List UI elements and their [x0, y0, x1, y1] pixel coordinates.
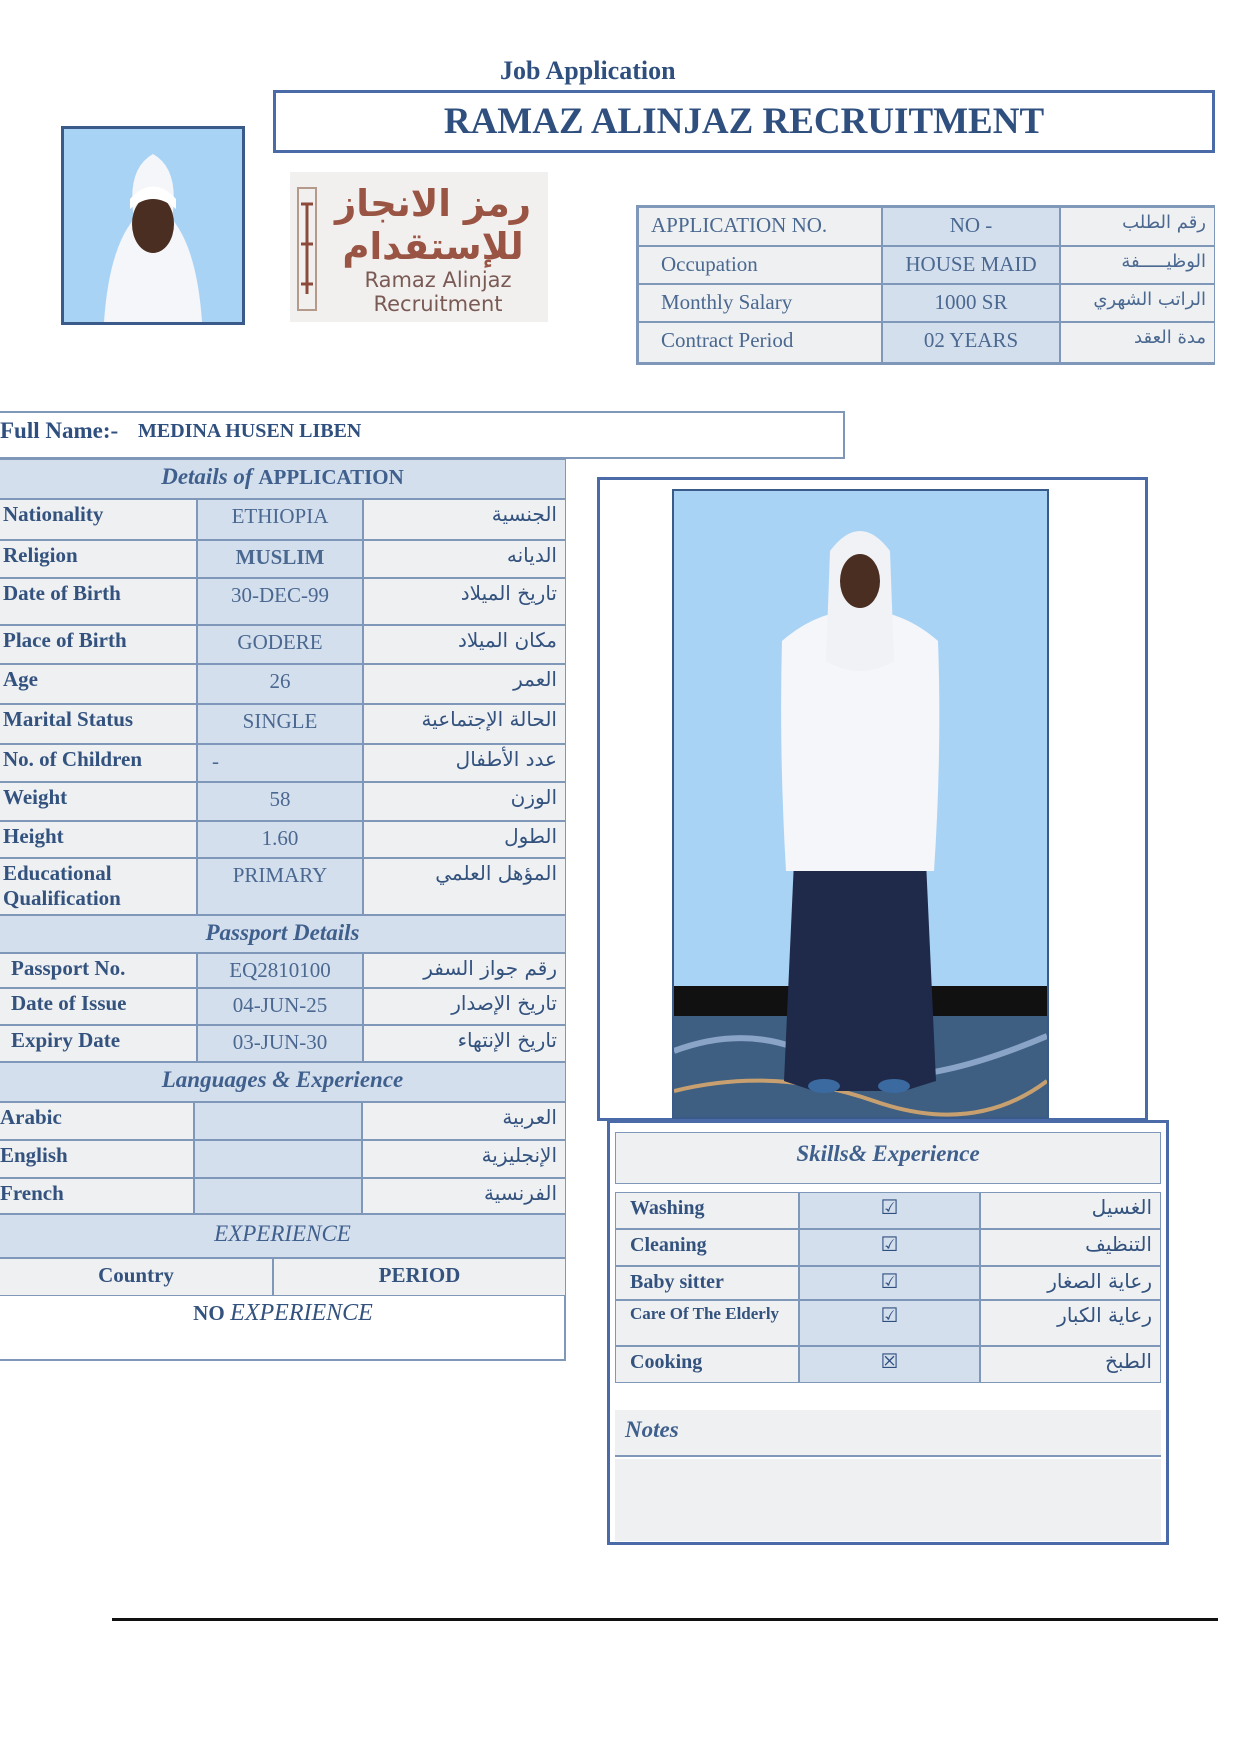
- details.rows-arabic: الوزن: [363, 782, 566, 821]
- company-title: RAMAZ ALINJAZ RECRUITMENT: [443, 101, 1045, 142]
- details.rows-arabic: مكان الميلاد: [363, 625, 566, 664]
- details.rows-label: Height: [0, 821, 197, 858]
- person-portrait-icon: [64, 129, 242, 322]
- skill-arabic: التنظيف: [980, 1229, 1161, 1266]
- skill-arabic: رعاية الصغار: [980, 1266, 1161, 1300]
- language-label: Arabic: [0, 1102, 194, 1140]
- details.rows-value: 58: [197, 782, 363, 821]
- details.rows-value: MUSLIM: [197, 540, 363, 578]
- details.rows-arabic: عدد الأطفال: [363, 744, 566, 782]
- page-subtitle: Job Application: [500, 56, 676, 85]
- details.rows-label: Marital Status: [0, 704, 197, 744]
- details.rows-value: PRIMARY: [197, 858, 363, 915]
- skills-box: [607, 1120, 1169, 1545]
- full-photo-frame: [597, 477, 1148, 1121]
- application-table: [636, 205, 1215, 365]
- application-value: NO -: [882, 207, 1060, 246]
- skill-checkbox: ☑: [799, 1300, 980, 1346]
- details-header: [0, 459, 566, 499]
- skill-arabic: رعاية الكبار: [980, 1300, 1161, 1346]
- full-photo: [672, 489, 1049, 1119]
- logo-emblem-icon: [296, 184, 318, 314]
- language-level: [194, 1178, 362, 1214]
- application-label: Monthly Salary: [638, 284, 882, 322]
- passport.rows-arabic: تاريخ الإنتهاء: [363, 1025, 566, 1062]
- language-label: English: [0, 1140, 194, 1178]
- details.rows-label: Nationality: [0, 499, 197, 540]
- details.rows-arabic: الديانه: [363, 540, 566, 578]
- details.rows-arabic: الحالة الإجتماعية: [363, 704, 566, 744]
- details.rows-arabic: الطول: [363, 821, 566, 858]
- language-arabic: الفرنسية: [362, 1178, 566, 1214]
- no-experience-prefix: NO: [193, 1301, 225, 1325]
- skill-checkbox: ☑: [799, 1266, 980, 1300]
- logo-english-text: Ramaz Alinjaz Recruitment: [364, 268, 512, 316]
- application-arabic: الوظيـــــفة: [1060, 246, 1215, 284]
- experience-empty: [0, 1296, 566, 1361]
- skill-label: Baby sitter: [615, 1266, 799, 1300]
- logo-arabic-text: رمز الانجاز للإستقدام: [334, 182, 532, 268]
- application-value: 1000 SR: [882, 284, 1060, 322]
- languages-header: Languages & Experience: [0, 1062, 566, 1102]
- details.rows-value: SINGLE: [197, 704, 363, 744]
- skill-label: Cooking: [615, 1346, 799, 1383]
- application-label: Occupation: [638, 246, 882, 284]
- details-header-italic: Details of: [161, 464, 253, 489]
- details.rows-arabic: المؤهل العلمي: [363, 858, 566, 915]
- details.rows-arabic: تاريخ الميلاد: [363, 578, 566, 625]
- notes-header: Notes: [615, 1410, 1161, 1457]
- passport.rows-value: 03-JUN-30: [197, 1025, 363, 1062]
- application-arabic: مدة العقد: [1060, 322, 1215, 363]
- details-header-rest: APPLICATION: [258, 465, 404, 489]
- passport.rows-label: Expiry Date: [0, 1025, 197, 1062]
- application-value: 02 YEARS: [882, 322, 1060, 363]
- details-table: [0, 459, 566, 1361]
- language-level: [194, 1102, 362, 1140]
- full-name-label: Full Name:-: [0, 418, 119, 443]
- no-experience-italic: EXPERIENCE: [230, 1300, 373, 1326]
- passport.rows-label: Date of Issue: [0, 988, 197, 1025]
- details.rows-label: Weight: [0, 782, 197, 821]
- skill-checkbox: ☑: [799, 1229, 980, 1266]
- details.rows-label: Educational Qualification: [0, 858, 197, 915]
- details.rows-value: ETHIOPIA: [197, 499, 363, 540]
- skill-label: Cleaning: [615, 1229, 799, 1266]
- details.rows-label: Place of Birth: [0, 625, 197, 664]
- details.rows-label: Age: [0, 664, 197, 704]
- details.rows-label: Religion: [0, 540, 197, 578]
- passport.rows-arabic: رقم جواز السفر: [363, 953, 566, 988]
- application-arabic: رقم الطلب: [1060, 207, 1215, 246]
- details.rows-value: 26: [197, 664, 363, 704]
- details.rows-label: No. of Children: [0, 744, 197, 782]
- application-arabic: الراتب الشهري: [1060, 284, 1215, 322]
- full-name-box: [0, 411, 845, 459]
- skill-arabic: الطبخ: [980, 1346, 1161, 1383]
- passport.rows-value: 04-JUN-25: [197, 988, 363, 1025]
- details.rows-arabic: الجنسية: [363, 499, 566, 540]
- language-label: French: [0, 1178, 194, 1214]
- language-arabic: الإنجليزية: [362, 1140, 566, 1178]
- skill-checkbox: ☑: [799, 1192, 980, 1229]
- person-fullbody-icon: [674, 491, 1047, 1117]
- full-name-value: MEDINA HUSEN LIBEN: [138, 420, 362, 442]
- language-arabic: العربية: [362, 1102, 566, 1140]
- small-photo: [61, 126, 245, 325]
- details.rows-value: 1.60: [197, 821, 363, 858]
- passport.rows-arabic: تاريخ الإصدار: [363, 988, 566, 1025]
- skill-arabic: الغسيل: [980, 1192, 1161, 1229]
- passport.rows-label: Passport No.: [0, 953, 197, 988]
- application-label: APPLICATION NO.: [638, 207, 882, 246]
- application-label: Contract Period: [638, 322, 882, 363]
- details.rows-value: 30-DEC-99: [197, 578, 363, 625]
- details.rows-value: -: [197, 744, 363, 782]
- skills-header: Skills& Experience: [615, 1132, 1161, 1184]
- details.rows-arabic: العمر: [363, 664, 566, 704]
- skill-label: Washing: [615, 1192, 799, 1229]
- company-title-box: [273, 90, 1215, 153]
- details.rows-value: GODERE: [197, 625, 363, 664]
- bottom-rule: [112, 1618, 1218, 1621]
- application-value: HOUSE MAID: [882, 246, 1060, 284]
- experience-col-period: PERIOD: [273, 1258, 566, 1296]
- details.rows-label: Date of Birth: [0, 578, 197, 625]
- notes-body: [615, 1459, 1161, 1541]
- language-level: [194, 1140, 362, 1178]
- passport-header: Passport Details: [0, 915, 566, 953]
- company-logo: [290, 172, 548, 322]
- experience-col-country: Country: [0, 1258, 273, 1296]
- passport.rows-value: EQ2810100: [197, 953, 363, 988]
- skill-label: Care Of The Elderly: [615, 1300, 799, 1346]
- skill-checkbox: ☒: [799, 1346, 980, 1383]
- experience-header: EXPERIENCE: [0, 1214, 566, 1258]
